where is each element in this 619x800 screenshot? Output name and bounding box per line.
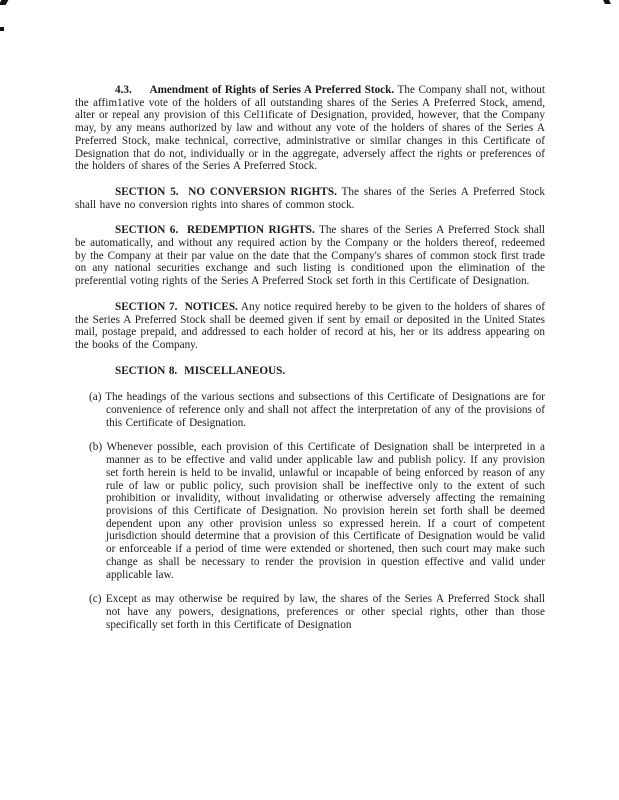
list-marker-c: (c) [89, 593, 102, 606]
list-marker-b: (b) [89, 441, 103, 454]
paragraph-section-5 [75, 186, 545, 211]
section-6-heading: SECTION 6. REDEMPTION RIGHTS. [115, 224, 315, 237]
list-text-a: The headings of the various sections and subsections of this Certificate of Designations are for convenience of reference only and shall not affect the interpretation of any of the provisions of this Certificate of Designation. [105, 391, 545, 429]
section-7-body: Any notice required hereby to be given to the holders of shares of the Series A Preferred Stock shall be deemed given if sent by email or deposited in the United States mail, postage prepaid, and addressed to each holder of record at his, her or its address appearing on the books of the Company. [75, 300, 545, 351]
list-marker-a: (a) [89, 391, 102, 404]
subsection-list [89, 391, 545, 631]
section-5-body: The shares of the Series A Preferred Stock shall have no conversion rights into shares of common stock. [75, 185, 545, 211]
scan-artifact [0, 0, 8, 5]
paragraph-section-7 [75, 301, 545, 352]
clause-4-3-heading: 4.3. Amendment of Rights of Series A Preferred Stock. [115, 84, 395, 96]
section-8-heading: SECTION 8. MISCELLANEOUS. [115, 364, 286, 377]
list-text-b: Whenever possible, each provision of this Certificate of Designation shall be interpreted in a manner as to be effective and valid under applicable law and publish policy. If any provision set forth herein is held to be invalid, unlawful or incapable of being enforced by reason of any rule of law or public policy, such provision shall be ineffective only to the extent of such prohibition or invalidity, without invalidating or otherwise adversely affecting the remaining provisions of this Certificate of Designation. No provision herein set forth shall be deemed dependent upon any other provision unless so expressed herein. If a court of competent jurisdiction should determine that a provision of this Certificate of Designation would be valid or enforceable if a period of time were extended or shortened, then such court may make such change as shall be necessary to render the provision in question effective and valid under applicable law. [106, 441, 545, 581]
document-content [75, 84, 545, 631]
list-text-c: Except as may otherwise be required by law, the shares of the Series A Preferred Stock shall not have any powers, designations, preferences or other special rights, other than those specifically set forth in this Certificate of Designation [105, 593, 545, 631]
list-item-b [89, 441, 545, 581]
list-item-c [89, 593, 545, 631]
scan-artifact [603, 0, 611, 4]
scan-artifact [0, 27, 4, 31]
section-5-heading: SECTION 5. NO CONVERSION RIGHTS. [115, 185, 337, 198]
list-item-a [89, 391, 545, 429]
section-7-heading: SECTION 7. NOTICES. [115, 300, 238, 313]
paragraph-section-6 [75, 224, 545, 288]
clause-4-3-body: The Company shall not, without the affim1ative vote of the holders of all outstanding shares of the Series A Preferred Stock, amend, alter or repeal any provision of this Cel1ificate of Designation, provided, however, that the Company may, by any means authorized by law and without any vote of the holders of shares of the Series A Preferred Stock, make technical, corrective, administrative or similar changes in this Certificate of Designation that do not, individually or in the aggregate, adversely affect the rights or preferences of the holders of shares of the Series A Preferred Stock. [75, 84, 545, 173]
section-6-body: The shares of the Series A Preferred Stock shall be automatically, and without any required action by the Company or the holders thereof, redeemed by the Company at their par value on the date that the Company's shares of common stock first trade on any national securities exchange and such listing is conditioned upon the elimination of the preferential voting rights of the Series A Preferred Stock set forth in this Certificate of Designation. [75, 224, 545, 288]
paragraph-amendment-4-3 [75, 84, 545, 173]
